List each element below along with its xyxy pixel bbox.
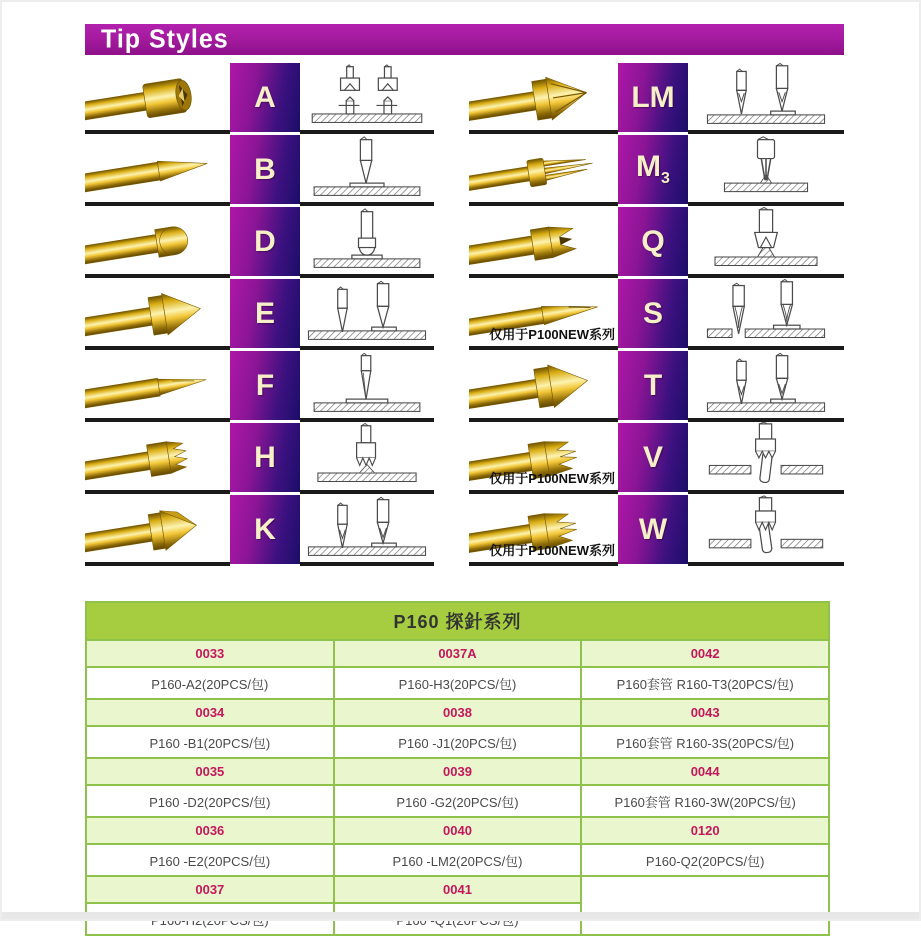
sharp-pad-diagram [300,134,434,202]
tip-style-row-M3 [469,134,844,206]
part-row [86,726,829,758]
crown4-tip-icon [469,206,618,274]
two-pins-diagram [300,62,434,130]
part-code: 0037 [86,876,334,903]
part-code: 0033 [86,640,334,667]
tip-letter-label: B [254,152,276,186]
tip-diagram [300,494,434,566]
cup-pin-diagram [688,206,844,274]
tip-letter-label: H [254,440,276,474]
part-code: 0036 [86,817,334,844]
tip-letter-block-E [230,279,300,348]
tip-letter-label: S [642,296,663,330]
tip-letter-label: LM [631,80,675,114]
tip-style-row-Q [469,206,844,278]
bigcone-tip-icon [85,278,230,346]
table-title: P160 探針系列 [86,602,829,640]
part-number: P160-H3(20PCS/包) [334,667,582,699]
cone-tip-icon [85,134,230,202]
tip-diagram [688,278,844,350]
note-p100new-only: 仅用于P100NEW系列 [489,327,615,342]
note-p100new-only: 仅用于P100NEW系列 [489,543,615,558]
part-number: P160 -J1(20PCS/包) [334,726,582,758]
tip-letter-block-V [618,423,688,492]
part-code: 0043 [581,699,829,726]
probe-photo [469,134,618,206]
tip-letter-label: F [255,368,275,402]
chisel-tip-icon [85,494,230,562]
tip-diagram [688,62,844,134]
tip-diagram [300,206,434,278]
tip-diagram [688,494,844,566]
tip-letter-block-M3 [618,135,688,204]
tip-letter-block-K [230,495,300,564]
two-needles-diagram [688,278,844,346]
part-code: 0035 [86,758,334,785]
part-number: P160 -D2(20PCS/包) [86,785,334,817]
tip-letter-label: E [254,296,275,330]
tip-style-column-left [85,62,434,566]
cup-tip-icon [85,62,230,130]
tip-style-row-E [85,278,434,350]
bigcone-tip-icon [469,350,618,418]
two-serrated-diagram [688,62,844,130]
flute-tip-icon [469,62,618,130]
tip-letter-block-LM [618,63,688,132]
tip-style-row-LM [469,62,844,134]
part-code: 0120 [581,817,829,844]
tip-style-row-K [85,494,434,566]
probe-photo [469,422,618,494]
probe-photo [469,350,618,422]
tip-diagram [688,134,844,206]
code-row [86,817,829,844]
two-cones-v-diagram [300,494,434,562]
part-number: P160-A2(20PCS/包) [86,667,334,699]
part-number: P160套管 R160-3W(20PCS/包) [581,785,829,817]
dome-tip-icon [85,206,230,274]
serrated-diagram [300,422,434,490]
tip-letter-block-T [618,351,688,420]
bottom-strip [0,912,921,921]
tip-style-row-S [469,278,844,350]
tip-style-row-V [469,422,844,494]
probe-photo [85,206,230,278]
part-code: 0041 [334,876,582,903]
part-code: 0037A [334,640,582,667]
crown-lead2-diagram [688,494,844,562]
code-row [86,758,829,785]
tip-style-row-T [469,350,844,422]
tip-letter-block-D [230,207,300,276]
tip-letter-label: T [643,368,663,402]
probe-photo [85,494,230,566]
three-prong-diagram [688,134,844,202]
tip-diagram [300,134,434,206]
code-row [86,876,829,903]
crown-lead-diagram [688,422,844,490]
part-number: P160 -E2(20PCS/包) [86,844,334,876]
code-row [86,640,829,667]
tip-diagram [300,422,434,494]
tip-style-column-right [469,62,844,566]
two-cones-v-diagram [688,350,844,418]
empty-cell [581,876,829,935]
fine-point-diagram [300,350,434,418]
parts-table [85,601,830,936]
page-title: Tip Styles [101,24,229,54]
tip-letter-block-Q [618,207,688,276]
probe-photo [85,62,230,134]
dome-pad-diagram [300,206,434,274]
part-number: P160套管 R160-3S(20PCS/包) [581,726,829,758]
tip-style-row-F [85,350,434,422]
tip-letter-block-F [230,351,300,420]
tip-letter-label: K [254,512,276,546]
tip-letter-label: $M_3$ [636,150,670,187]
tip-letter-block-W [618,495,688,564]
part-row [86,667,829,699]
tip-diagram [688,350,844,422]
tip-diagram [300,350,434,422]
probe-photo [85,134,230,206]
tip-letter-block-A [230,63,300,132]
crown-tip-icon [85,422,230,490]
tip-letter-label: V [642,440,663,474]
tip-letter-block-B [230,135,300,204]
tip-diagram [300,278,434,350]
tip-style-row-H [85,422,434,494]
part-number: P160 -LM2(20PCS/包) [334,844,582,876]
probe-photo [469,494,618,566]
part-number: P160 -G2(20PCS/包) [334,785,582,817]
tip-diagram [688,206,844,278]
tip-style-row-A [85,62,434,134]
tip-letter-label: W [638,512,668,546]
tip-style-row-B [85,134,434,206]
part-number: P160-Q2(20PCS/包) [581,844,829,876]
tip-letter-label: D [254,224,276,258]
tip-letter-label: Q [641,224,665,258]
tip-diagram [688,422,844,494]
probe-photo [469,278,618,350]
part-row [86,785,829,817]
part-code: 0044 [581,758,829,785]
point-tip-icon [85,350,230,418]
tip-style-row-D [85,206,434,278]
part-code: 0034 [86,699,334,726]
code-row [86,699,829,726]
part-number: P160套管 R160-T3(20PCS/包) [581,667,829,699]
probe-photo [85,350,230,422]
part-code: 0038 [334,699,582,726]
part-code: 0042 [581,640,829,667]
tip-letter-block-H [230,423,300,492]
fork-tip-icon [469,134,618,202]
probe-photo [85,422,230,494]
tip-styles-header-bar [85,24,844,55]
note-p100new-only: 仅用于P100NEW系列 [489,471,615,486]
part-row [86,844,829,876]
probe-photo [469,62,618,134]
tip-letter-block-S [618,279,688,348]
probe-photo [469,206,618,278]
part-number: P160 -B1(20PCS/包) [86,726,334,758]
tip-diagram [300,62,434,134]
tip-letter-label: A [254,80,276,114]
probe-photo [85,278,230,350]
part-code: 0039 [334,758,582,785]
part-code: 0040 [334,817,582,844]
tip-style-row-W [469,494,844,566]
two-cones-diagram [300,278,434,346]
